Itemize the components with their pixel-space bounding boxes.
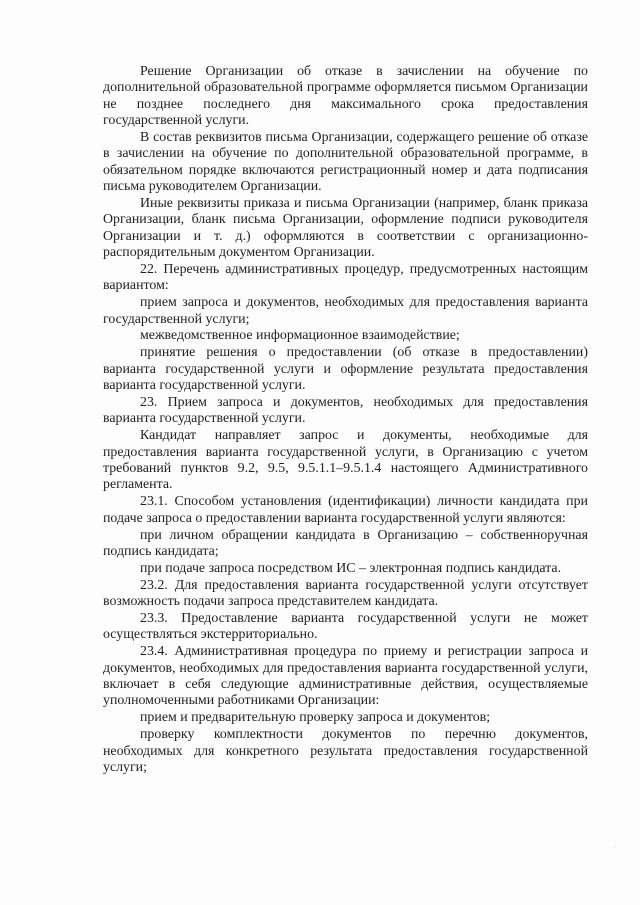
paragraph-refusal-decision: Решение Организации об отказе в зачислении на обучение по дополнительной образовательной программе оформляется письмом Организации не позднее последнего дня максимального срока предоставления государственной услуги. <box>103 64 588 129</box>
paragraph-candidate-sends: Кандидат направляет запрос и документы, необходимые для предоставления варианта государственной услуги, в Организацию с учетом требований пунктов 9.2, 9.5, 9.5.1.1–9.5.1.4 настоящего Административного регламента. <box>103 428 588 493</box>
list-item-request-reception: прием запроса и документов, необходимых для предоставления варианта государственной услуги; <box>103 295 588 327</box>
paragraph-letter-requisites: В состав реквизитов письма Организации, содержащего решение об отказе в зачислении на обучение по дополнительной образовательной программе, в обязательном порядке включаются регистрационный номер и дата подписания письма руководителем Организации. <box>103 129 588 194</box>
list-item-interagency: межведомственное информационное взаимодействие; <box>140 328 460 344</box>
paragraph-23-4: 23.4. Административная процедура по приему и регистрации запроса и документов, необходимых для предоставления варианта государственной услуги, включает в себя следующие административные действия, осуществляемые уполномоченными работниками Организации: <box>103 644 588 709</box>
list-item-decision: принятие решения о предоставлении (об отказе в предоставлении) варианта государственной услуги и оформление результата предоставления варианта государственной услуги. <box>103 345 588 394</box>
list-item-completeness-check: проверку комплектности документов по перечню документов, необходимых для конкретного результата предоставления государственной услуги; <box>103 727 588 775</box>
document-body <box>103 64 588 777</box>
paragraph-other-requisites: Иные реквизиты приказа и письма Организации (например, бланк приказа Организации, бланк письма Организации, оформление подписи руководителя Организации и т. д.) оформляются в соответствии с организационно-распорядительным документом Организации. <box>103 195 588 260</box>
scan-speck <box>614 846 615 847</box>
paragraph-23-2: 23.2. Для предоставления варианта государственной услуги отсутствует возможность подачи запроса представителем кандидата. <box>103 577 588 610</box>
list-item-personal-visit: при личном обращении кандидата в Организацию – собственноручная подпись кандидата; <box>103 527 588 559</box>
paragraph-22-procedures: 22. Перечень административных процедур, предусмотренных настоящим вариантом: <box>103 261 588 294</box>
list-item-electronic-signature: при подаче запроса посредством ИС – электронная подпись кандидата. <box>140 560 562 576</box>
paragraph-23-3: 23.3. Предоставление варианта государственной услуги не может осуществляться экстерриториально. <box>103 611 588 643</box>
paragraph-23-1: 23.1. Способом установления (идентификации) личности кандидата при подаче запроса о предоставлении варианта государственной услуги являются: <box>103 494 588 526</box>
paragraph-23: 23. Прием запроса и документов, необходимых для предоставления варианта государственной услуги. <box>103 395 588 427</box>
list-item-preliminary-check: прием и предварительную проверку запроса и документов; <box>140 710 491 726</box>
